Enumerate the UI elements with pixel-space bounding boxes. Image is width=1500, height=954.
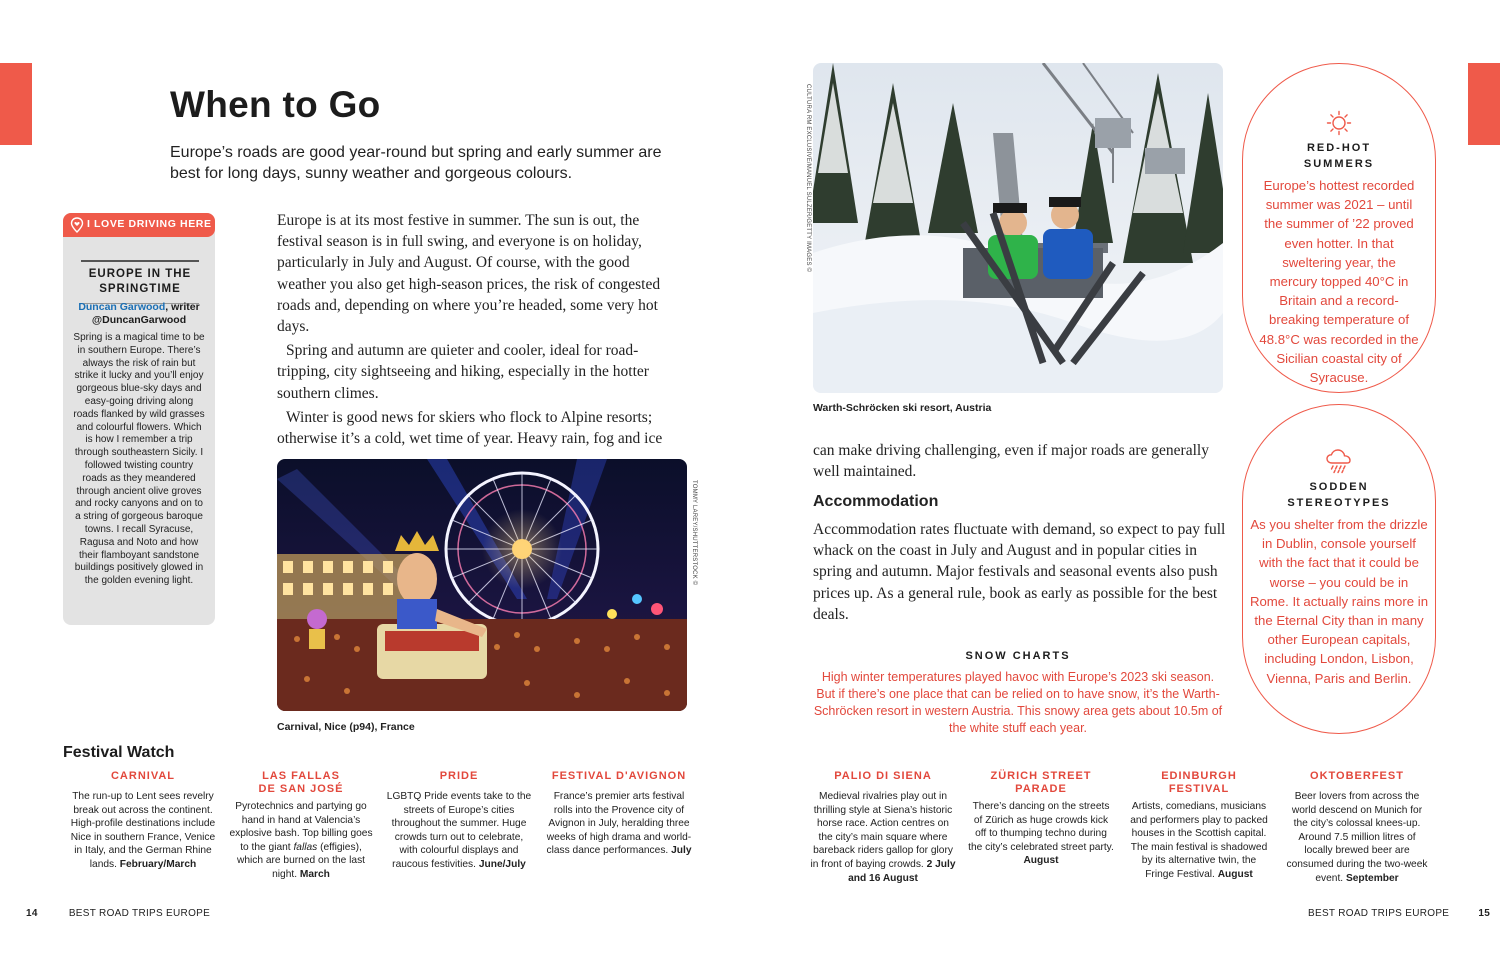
- festival-text: Pyrotechnics and partying go hand in hand at Valencia’s explosive bash. Top billing goes to the giant: [229, 801, 373, 853]
- sidebar-badge: [63, 213, 215, 237]
- festival-description: [70, 790, 216, 872]
- pill-heading-line2: SUMMERS: [1303, 158, 1375, 170]
- sidebar-heading: [81, 260, 199, 304]
- festival-name-line1: ZÜRICH STREET: [990, 770, 1092, 782]
- carnival-photo-credit: TOMMY LAREY/SHUTTERSTOCK ©: [691, 480, 697, 586]
- page-number: 15: [1478, 908, 1491, 919]
- festival-text: The run-up to Lent sees revelry break out across the continent. High-profile destinations include Nice in southern France, Venice in Italy, and the German Rhine lands.: [70, 791, 216, 870]
- festival-name: [968, 770, 1114, 796]
- ski-photo: [813, 63, 1223, 393]
- festival-text: (effigies), which are burned on the last night.: [237, 841, 365, 880]
- accommodation-text: Accommodation rates fluctuate with demand, so expect to pay full whack on the coast in July and August and in popular cities in spring and autumn. Major festivals and seasonal events also push prices up. As a general rule, book as early as possible for the best deals.: [813, 521, 1226, 623]
- sodden-stereotypes-pill: [1242, 404, 1436, 734]
- red-hot-summers-pill: [1242, 63, 1436, 393]
- author-role: , writer: [165, 301, 200, 313]
- festival-description: [228, 800, 374, 882]
- festival-item-avignon: [544, 770, 694, 858]
- snow-charts-text: High winter temperatures played havoc with Europe’s 2023 ski season. But if there’s one place that can be relied on to have snow, it’s the Warth-Schröcken resort in western Austria. This snowy area gets about 10.5m of the white stuff each year.: [813, 670, 1223, 735]
- festival-description: [968, 800, 1114, 868]
- author-handle: @DuncanGarwood: [91, 314, 187, 326]
- festival-name: FESTIVAL D'AVIGNON: [551, 770, 687, 782]
- festival-text: There’s dancing on the streets of Zürich as huge crowds kick off to thumping techno during the city’s celebrated street party.: [968, 801, 1114, 853]
- festival-name-line1: LAS FALLAS: [262, 770, 340, 782]
- sidebar-heading-line2: SPRINGTIME: [99, 283, 181, 295]
- festival-name-line1: EDINBURGH: [1161, 770, 1237, 782]
- author-name[interactable]: Duncan Garwood: [78, 301, 166, 313]
- festival-date: August: [1217, 868, 1253, 880]
- festival-item-pride: [386, 770, 532, 872]
- festival-date: March: [299, 868, 330, 880]
- sidebar-badge-label: I LOVE DRIVING HERE: [87, 218, 212, 230]
- page-title: When to Go: [170, 84, 381, 125]
- festival-text: France’s premier arts festival rolls into the Provence city of Avignon in July, heralding three weeks of high drama and world-class dance performances.: [546, 791, 692, 857]
- festival-text: Artists, comedians, musicians and performers play to packed houses in the Scottish capital. The main festival is shadowed by its alternative twin, the Fringe Festival.: [1130, 801, 1268, 880]
- festival-name-line2: PARADE: [1015, 783, 1067, 795]
- festival-description: [386, 790, 532, 872]
- festival-description: [1284, 790, 1430, 885]
- sidebar-byline: [67, 301, 211, 327]
- festival-name: PALIO DI SIENA: [834, 770, 932, 782]
- festival-name: PRIDE: [439, 770, 479, 782]
- festival-item-carnival: [70, 770, 216, 872]
- ski-photo-caption: Warth-Schröcken ski resort, Austria: [813, 402, 992, 414]
- sidebar-heading-line1: EUROPE IN THE: [88, 268, 192, 280]
- sun-icon: [1326, 110, 1352, 136]
- festival-date: February/March: [119, 858, 197, 870]
- festival-text-emphasis: fallas: [293, 841, 318, 853]
- pill-heading: [1243, 479, 1435, 511]
- festival-date: June/July: [478, 858, 526, 870]
- festival-date: July: [671, 845, 692, 857]
- festival-date: 2 July and 16 August: [848, 858, 956, 884]
- festival-text: Beer lovers from across the world descend on Munich for the city’s colossal knees-up. Around 7.5 million litres of locally brewed beer are consumed during the two-week event.: [1286, 791, 1428, 884]
- pill-text: As you shelter from the drizzle in Dublin, console yourself with the fact that it could be worse – you could be in Rome. It actually rains more in the Eternal City than in many other European capitals, including London, Lisbon, Vienna, Paris and Berlin.: [1249, 517, 1429, 686]
- snow-charts-heading: SNOW CHARTS: [965, 650, 1071, 662]
- sidebar-box: [63, 213, 215, 625]
- pill-heading-line1: RED-HOT: [1306, 142, 1372, 154]
- festival-name: [228, 770, 374, 796]
- running-title: BEST ROAD TRIPS EUROPE: [68, 908, 211, 919]
- festival-text: Medieval rivalries play out in thrilling style at Siena’s historic horse race. Action centres on the city’s main square where bareback riders gallop for glory in front of baying crowds.: [810, 791, 953, 870]
- festival-item-las-fallas: [228, 770, 374, 882]
- body-text-continued: can make driving challenging, even if major roads are generally well maintained.: [813, 442, 1209, 481]
- footer-right: [1308, 908, 1490, 919]
- festival-item-oktoberfest: [1284, 770, 1430, 885]
- festival-name-line2: FESTIVAL: [1168, 783, 1230, 795]
- footer-left: [26, 908, 210, 919]
- ski-lift-illustration: [813, 63, 1223, 393]
- body-text-left: [277, 210, 677, 449]
- festival-item-edinburgh: [1126, 770, 1272, 882]
- body-paragraph: Winter is good news for skiers who flock to Alpine resorts; otherwise it’s a cold, wet time of year. Heavy rain, fog and ice: [277, 408, 663, 448]
- festival-date: August: [1023, 855, 1059, 867]
- festival-item-palio: [810, 770, 956, 885]
- carnival-photo-caption: Carnival, Nice (p94), France: [277, 721, 415, 733]
- pin-heart-icon: [70, 217, 84, 233]
- intro-text: Europe’s roads are good year-round but spring and early summer are best for long days, sunny weather and gorgeous colours.: [170, 144, 662, 182]
- page-number: 14: [26, 908, 38, 919]
- carnival-illustration: [277, 459, 687, 711]
- running-title: BEST ROAD TRIPS EUROPE: [1308, 908, 1450, 919]
- ski-photo-credit: CULTURA RM EXCLUSIVE/MANUEL SULZER/GETTY IMAGES ©: [805, 84, 811, 273]
- festival-text: LGBTQ Pride events take to the streets of Europe’s cities throughout the summer. Huge crowds turn out to celebrate, with colourful displays and raucous festivities.: [386, 791, 532, 870]
- body-paragraph: Spring and autumn are quieter and cooler, ideal for road-tripping, city sightseeing and hiking, especially in the hotter southern climes.: [277, 342, 649, 402]
- pill-heading-line1: SODDEN: [1309, 481, 1369, 493]
- festival-date: September: [1345, 872, 1399, 884]
- pill-text: Europe’s hottest recorded summer was 2021 – until the summer of ’22 proved even hotter. In that sweltering year, the mercury topped 40°C in Britain and a record-breaking temperature of 48.8°C was recorded in the Sicilian coastal city of Syracuse.: [1259, 178, 1419, 386]
- festival-description: [810, 790, 956, 885]
- festival-name: CARNIVAL: [110, 770, 175, 782]
- festival-name-line2: DE SAN JOSÉ: [258, 783, 344, 795]
- pill-heading-line2: STEREOTYPES: [1287, 497, 1391, 509]
- accommodation-heading: Accommodation: [813, 493, 939, 510]
- right-edge-tab: [1468, 63, 1500, 145]
- left-edge-tab: [0, 63, 32, 145]
- festival-name: [1126, 770, 1272, 796]
- body-paragraph: Europe is at its most festive in summer. The sun is out, the festival season is in full swing, and everyone is on holiday, particularly in July and August. Of course, with the good weather you also get high-season prices, the risk of congested roads and, depending on where you’re headed, some very hot days.: [277, 212, 661, 336]
- rain-cloud-icon: [1325, 447, 1353, 475]
- pill-heading: [1243, 140, 1435, 172]
- festival-watch-title: Festival Watch: [63, 744, 175, 761]
- festival-name: OKTOBERFEST: [1310, 770, 1404, 782]
- festival-item-zurich: [968, 770, 1114, 868]
- festival-description: [544, 790, 694, 858]
- festival-description: [1126, 800, 1272, 882]
- carnival-photo: [277, 459, 687, 711]
- sidebar-text: Spring is a magical time to be in southern Europe. There’s always the risk of rain but strike it lucky and you’ll enjoy gorgeous blue-sky days and easy-going driving along roads flanked by wild grasses and colourful flowers. Which is how I remember a trip through southeastern Sicily. I followed twisting country roads as they meandered through ancient olive groves and rocky canyons and on to a string of gorgeous baroque towns. I recall Syracuse, Ragusa and Noto and how their flamboyant sandstone buildings positively glowed in the golden evening light.: [73, 332, 205, 587]
